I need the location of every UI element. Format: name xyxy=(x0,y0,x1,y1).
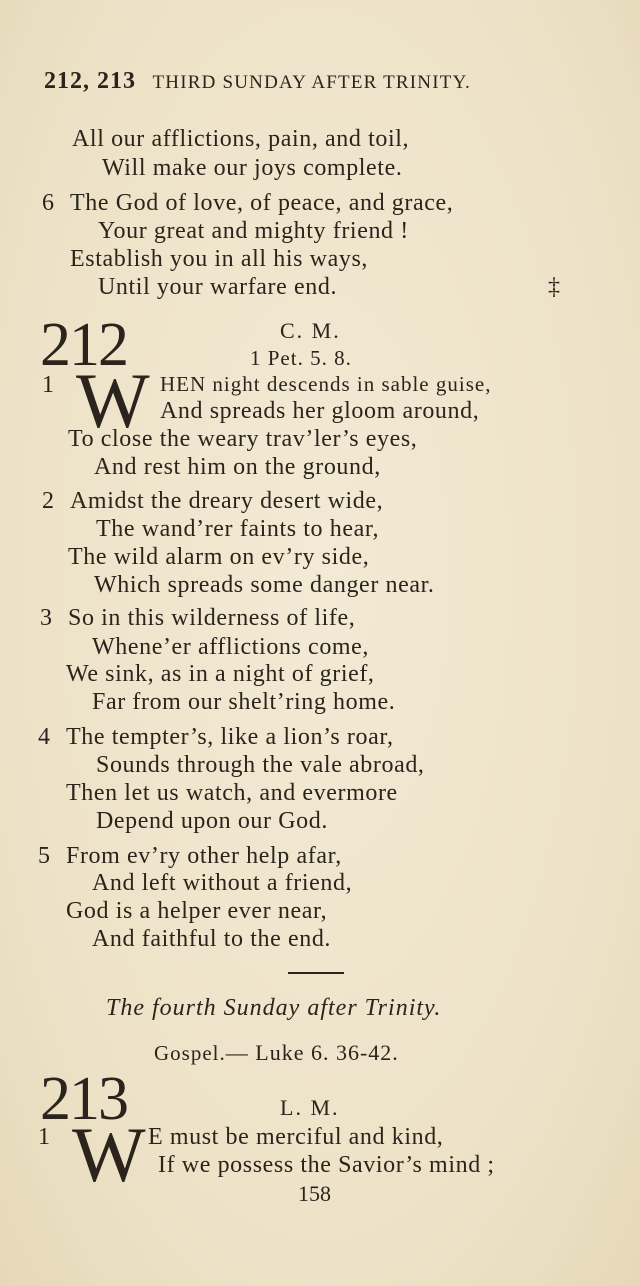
continuation-line: Will make our joys complete. xyxy=(102,155,403,181)
verse-line: From ev’ry other help afar, xyxy=(66,843,342,869)
verse-line: Depend upon our God. xyxy=(96,808,328,834)
continuation-line: All our afflictions, pain, and toil, xyxy=(72,126,410,152)
drop-cap: W xyxy=(76,357,150,444)
hymn-number: 213 xyxy=(40,1065,127,1133)
verse-line: Establish you in all his ways, xyxy=(70,246,368,272)
hymn-meter: L. M. xyxy=(280,1095,340,1120)
verse-line: Then let us watch, and evermore xyxy=(66,780,398,806)
verse-line: Far from our shelt’ring home. xyxy=(92,689,396,715)
verse-line: The tempter’s, like a lion’s roar, xyxy=(66,724,394,750)
verse-line: God is a helper ever near, xyxy=(66,898,328,924)
verse-line: If we possess the Savior’s mind ; xyxy=(158,1152,495,1178)
verse-number: 4 xyxy=(38,724,50,750)
gospel-label: Gospel. xyxy=(154,1041,226,1065)
section-title: The fourth Sunday after Trinity. xyxy=(106,995,442,1021)
gospel-reference xyxy=(154,1040,399,1066)
verse-number: 1 xyxy=(42,372,54,398)
verse-number: 6 xyxy=(42,190,54,216)
verse-number: 3 xyxy=(40,605,52,631)
verse-line: The wand’rer faints to hear, xyxy=(96,516,380,542)
verse-line: And faithful to the end. xyxy=(92,926,332,952)
running-header xyxy=(44,68,471,95)
verse-number: 1 xyxy=(38,1124,50,1150)
verse-first-line: E must be merciful and kind, xyxy=(148,1124,444,1150)
gospel-ref: — Luke 6. 36-42. xyxy=(225,1040,399,1065)
verse-number: 2 xyxy=(42,488,54,514)
page-number: 158 xyxy=(298,1181,331,1206)
verse-line: Which spreads some danger near. xyxy=(94,572,435,598)
verse-line: Until your warfare end. xyxy=(98,274,338,300)
section-divider xyxy=(288,972,344,974)
hymn-number: 212 xyxy=(40,311,127,379)
scripture-reference: 1 Pet. 5. 8. xyxy=(250,346,352,370)
verse-line: Amidst the dreary desert wide, xyxy=(70,488,384,514)
verse-number: 5 xyxy=(38,843,50,869)
verse-line: To close the weary trav’ler’s eyes, xyxy=(68,426,418,452)
verse-line: Your great and mighty friend ! xyxy=(98,218,409,244)
verse-line: Whene’er afflictions come, xyxy=(92,634,370,660)
verse-line: Sounds through the vale abroad, xyxy=(96,752,425,778)
verse-line: We sink, as in a night of grief, xyxy=(66,661,375,687)
drop-cap: W xyxy=(72,1111,146,1198)
header-title: THIRD SUNDAY AFTER TRINITY. xyxy=(152,72,471,93)
verse-line: And rest him on the ground, xyxy=(94,454,381,480)
double-dagger-mark: ‡ xyxy=(548,274,560,300)
verse-line: And spreads her gloom around, xyxy=(160,398,480,424)
verse-line: So in this wilderness of life, xyxy=(68,605,356,631)
verse-first-line: HEN night descends in sable guise, xyxy=(160,372,492,396)
header-hymn-numbers: 212, 213 xyxy=(44,68,136,94)
verse-line: The wild alarm on ev’ry side, xyxy=(68,544,370,570)
verse-line: The God of love, of peace, and grace, xyxy=(70,190,454,216)
verse-line: And left without a friend, xyxy=(92,870,353,896)
hymn-meter: C. M. xyxy=(280,318,341,343)
